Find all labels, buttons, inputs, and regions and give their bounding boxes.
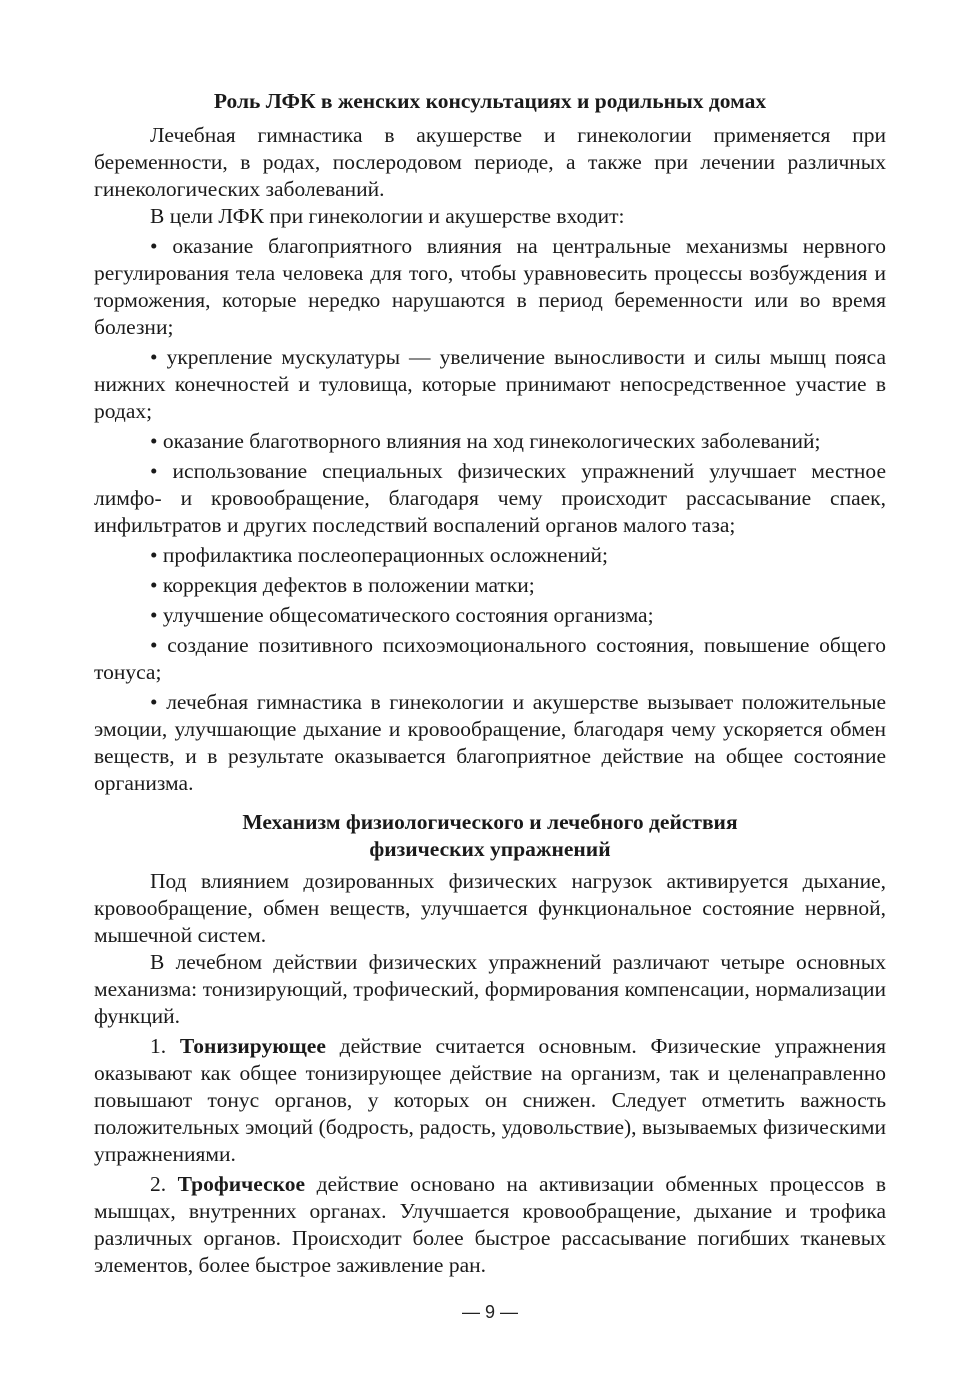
item-text: действие считается основным. Физические упражнения оказывают как общее тонизирующее действие на организм, так и целенаправленно повышают тонус органов, у которых он снижен. Следует отметить важность положительных эмоций (бодрость, радость, удовольствие), вызываемых физическими упражнениями. xyxy=(94,1034,886,1166)
page-number: — 9 — xyxy=(461,1302,518,1322)
item-text: действие основано на активизации обменных процессов в мышцах, внутренних органах. Улучшается кровообращение, дыхание и трофика различных органов. Происходит более быстрое рассасывание погибших тканевых элементов, более быстрое заживление ран. xyxy=(94,1172,887,1277)
item-term: Тонизирующее xyxy=(179,1034,326,1058)
bullet-icon: • xyxy=(150,429,158,453)
bullet-icon: • xyxy=(150,690,158,714)
bullet-item xyxy=(94,542,886,569)
bullet-text: улучшение общесоматического состояния организма; xyxy=(162,603,654,627)
bullet-item xyxy=(94,602,886,629)
bullet-icon: • xyxy=(150,633,158,657)
bullet-icon: • xyxy=(150,543,158,567)
bullet-text: оказание благотворного влияния на ход гинекологических заболеваний; xyxy=(162,429,821,453)
intro-paragraph: Лечебная гимнастика в акушерстве и гинекологии применяется при беременности, в родах, послеродовом периоде, а также при лечении различных гинекологических заболеваний. xyxy=(94,123,886,201)
bullet-text: лечебная гимнастика в гинекологии и акушерстве вызывает положительные эмоции, улучшающие дыхание и кровообращение, благодаря чему ускоряется обмен веществ, и в результате оказывается благоприятное действие на общее состояние организма. xyxy=(94,690,886,795)
bullet-icon: • xyxy=(150,234,158,258)
bullet-text: использование специальных физических упражнений улучшает местное лимфо- и кровообращение, благодаря чему происходит рассасывание спаек, инфильтратов и других последствий воспалений органов малого таза; xyxy=(94,459,886,537)
bullet-text: коррекция дефектов в положении матки; xyxy=(162,573,535,597)
bullet-item xyxy=(94,689,886,797)
bullet-item xyxy=(94,428,886,455)
bullet-icon: • xyxy=(150,603,158,627)
section-title-line-2: физических упражнений xyxy=(369,837,611,861)
bullet-text: создание позитивного психоэмоционального состояния, повышение общего тонуса; xyxy=(94,633,886,684)
goals-lead-paragraph: В цели ЛФК при гинекологии и акушерстве входит: xyxy=(150,204,625,228)
section-title-line-1: Механизм физиологического и лечебного действия xyxy=(242,810,738,834)
goals-bullet-list xyxy=(94,233,886,797)
bullet-icon: • xyxy=(150,459,158,483)
section-title-role: Роль ЛФК в женских консультациях и родильных домах xyxy=(213,89,767,113)
bullet-text: оказание благоприятного влияния на центральные механизмы нервного регулирования тела человека для того, чтобы уравновесить процессы возбуждения и торможения, которые нередко нарушаются в период беременности или во время болезни; xyxy=(94,234,887,339)
item-number: 1. xyxy=(150,1034,167,1058)
bullet-icon: • xyxy=(150,573,158,597)
section-title-mechanism xyxy=(94,809,886,863)
bullet-item xyxy=(94,344,886,425)
bullet-text: профилактика послеоперационных осложнений; xyxy=(162,543,608,567)
bullet-item xyxy=(94,572,886,599)
bullet-item xyxy=(94,632,886,686)
document-page xyxy=(94,88,886,1279)
numbered-item-trophic xyxy=(94,1171,886,1279)
numbered-item-tonic xyxy=(94,1033,886,1168)
mechanism-paragraph-2: В лечебном действии физических упражнений различают четыре основных механизма: тонизирующий, трофический, формирования компенсации, нормализации функций. xyxy=(94,950,886,1028)
bullet-item xyxy=(94,233,886,341)
bullet-text: укрепление мускулатуры — увеличение выносливости и силы мышц пояса нижних конечностей и туловища, которые принимают непосредственное участие в родах; xyxy=(94,345,886,423)
item-term: Трофическое xyxy=(177,1172,306,1196)
mechanism-paragraph-1: Под влиянием дозированных физических нагрузок активируется дыхание, кровообращение, обмен веществ, улучшается функциональное состояние нервной, мышечной систем. xyxy=(94,869,886,947)
bullet-item xyxy=(94,458,886,539)
bullet-icon: • xyxy=(150,345,158,369)
item-number: 2. xyxy=(150,1172,167,1196)
